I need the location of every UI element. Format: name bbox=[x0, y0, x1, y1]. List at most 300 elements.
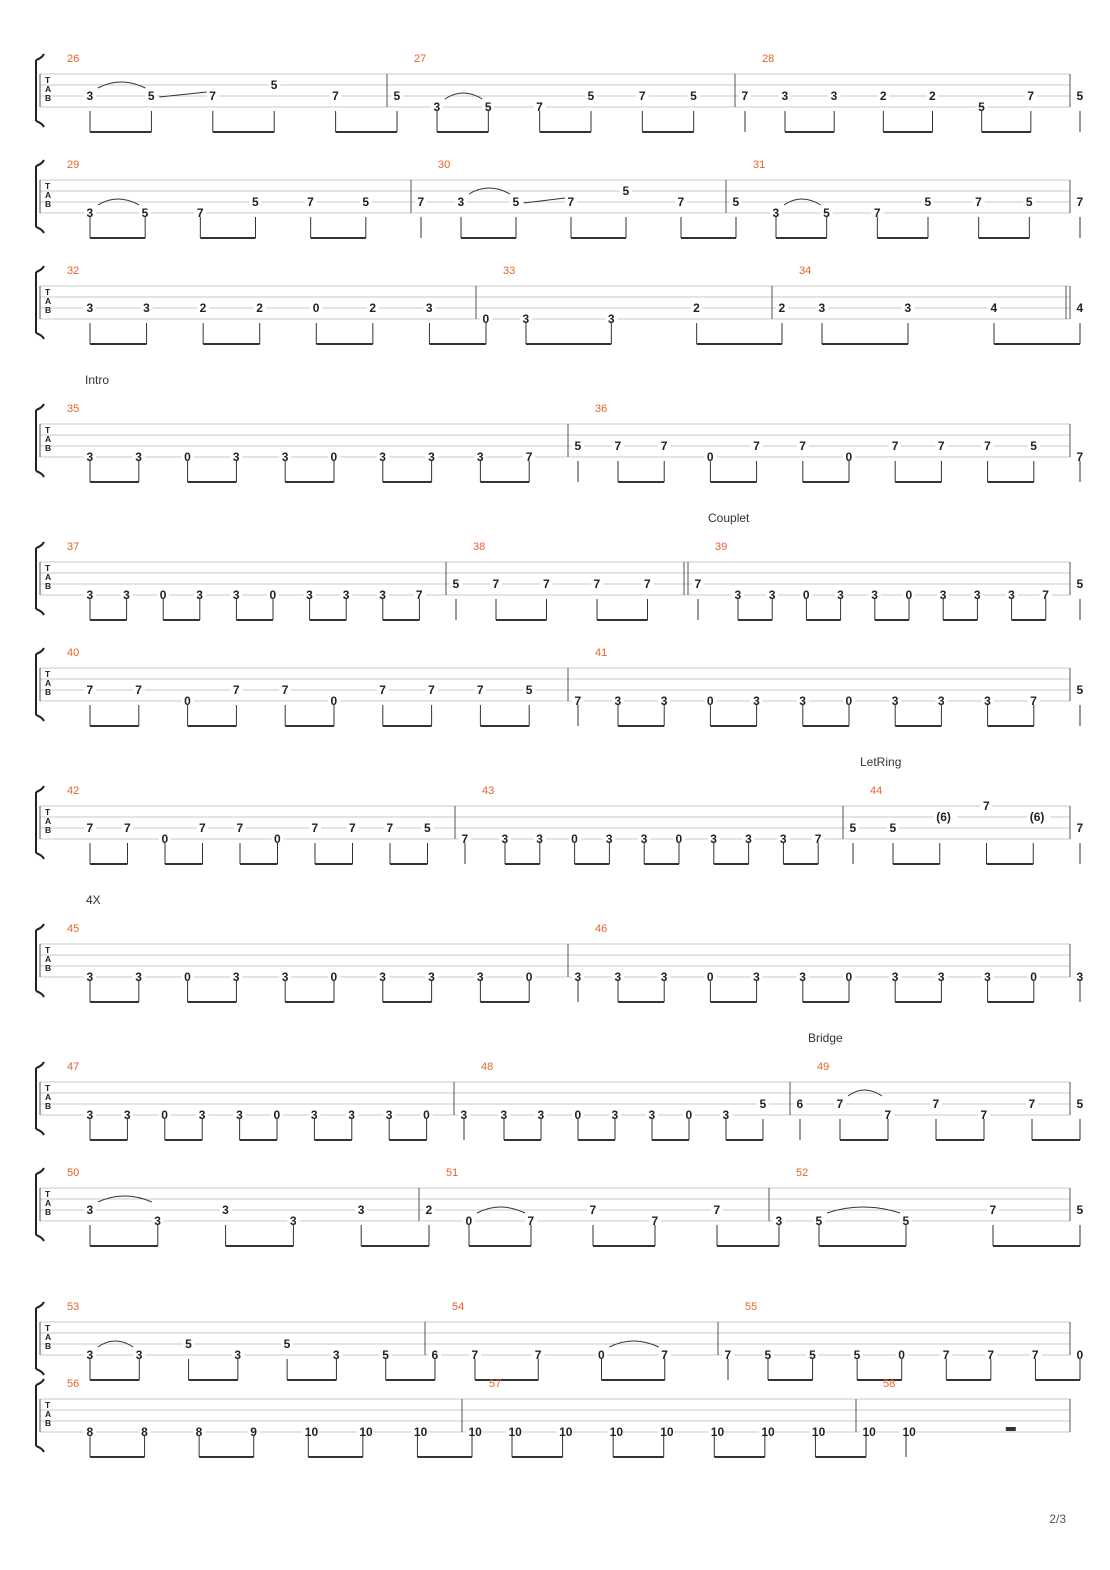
fret-number: 5 bbox=[424, 821, 431, 835]
fret-number: 3 bbox=[86, 206, 94, 220]
fret-number: 3 bbox=[357, 1203, 365, 1217]
measure-number: 50 bbox=[67, 1167, 80, 1179]
tab-clef-letter: B bbox=[45, 1207, 52, 1217]
fret-number: 10 bbox=[413, 1425, 428, 1439]
fret-number: 7 bbox=[942, 1348, 950, 1362]
rest-symbol bbox=[1006, 1427, 1016, 1431]
fret-number: 2 bbox=[256, 301, 263, 315]
fret-number: 0 bbox=[423, 1108, 430, 1122]
fret-number: 2 bbox=[778, 301, 786, 315]
fret-number: 7 bbox=[753, 439, 760, 453]
tab-clef-letter: T bbox=[45, 425, 51, 435]
fret-number: 5 bbox=[574, 439, 582, 453]
fret-number: 3 bbox=[984, 970, 991, 984]
fret-number: 7 bbox=[417, 195, 425, 209]
fret-number: 5 bbox=[1076, 577, 1084, 591]
fret-number: 2 bbox=[879, 89, 887, 103]
page-number: 2/3 bbox=[1049, 1512, 1066, 1526]
measure-number: 53 bbox=[67, 1301, 80, 1313]
measure-number: 48 bbox=[481, 1061, 494, 1073]
fret-number: 3 bbox=[379, 450, 386, 464]
tab-clef-letter: T bbox=[45, 75, 51, 85]
measure-number: 40 bbox=[67, 647, 80, 659]
fret-number: 5 bbox=[147, 89, 155, 103]
fret-number: 3 bbox=[86, 1108, 94, 1122]
fret-number: 2 bbox=[369, 301, 377, 315]
tab-clef-letter: B bbox=[45, 687, 52, 697]
tab-clef-letter: B bbox=[45, 825, 52, 835]
fret-number: 3 bbox=[428, 450, 435, 464]
fret-number: 7 bbox=[281, 683, 289, 697]
fret-number: 7 bbox=[984, 439, 991, 453]
fret-number: 7 bbox=[694, 577, 702, 591]
fret-number: 3 bbox=[939, 588, 947, 602]
fret-number: 10 bbox=[508, 1425, 522, 1439]
measure-number: 51 bbox=[446, 1167, 459, 1179]
fret-number: 3 bbox=[457, 195, 465, 209]
fret-number: 0 bbox=[706, 970, 714, 984]
measure-number: 28 bbox=[762, 53, 775, 65]
fret-number: 7 bbox=[461, 832, 469, 846]
fret-number: 3 bbox=[837, 588, 844, 602]
fret-number: 3 bbox=[379, 588, 386, 602]
measure-number: 54 bbox=[452, 1301, 465, 1313]
fret-number: 3 bbox=[1008, 588, 1015, 602]
fret-number: 4 bbox=[1076, 301, 1084, 315]
fret-number: 7 bbox=[937, 439, 945, 453]
fret-number: 7 bbox=[196, 206, 204, 220]
fret-number: 7 bbox=[349, 821, 356, 835]
measure-number: 45 bbox=[67, 923, 80, 935]
fret-number: 10 bbox=[304, 1425, 319, 1439]
fret-number: 3 bbox=[799, 694, 806, 708]
fret-number: 3 bbox=[232, 588, 240, 602]
fret-number: 5 bbox=[252, 195, 259, 209]
fret-number: 0 bbox=[845, 450, 853, 464]
fret-number: 3 bbox=[310, 1108, 318, 1122]
fret-number: 7 bbox=[651, 1214, 659, 1228]
tab-clef-letter: A bbox=[45, 1092, 52, 1102]
fret-number: 7 bbox=[1030, 694, 1037, 708]
fret-number: 0 bbox=[598, 1348, 605, 1362]
measure-number: 44 bbox=[870, 785, 883, 797]
fret-number: 3 bbox=[348, 1108, 355, 1122]
fret-number: 7 bbox=[741, 89, 749, 103]
fret-number: 3 bbox=[196, 588, 203, 602]
fret-number: 7 bbox=[1076, 195, 1084, 209]
fret-number: 0 bbox=[802, 588, 810, 602]
fret-number: 3 bbox=[614, 694, 622, 708]
fret-number: 5 bbox=[849, 821, 857, 835]
fret-number: 3 bbox=[607, 312, 615, 326]
tab-clef-letter: B bbox=[45, 1341, 52, 1351]
tab-clef-letter: T bbox=[45, 1400, 51, 1410]
fret-number: 0 bbox=[845, 970, 853, 984]
fret-number: 5 bbox=[978, 100, 985, 114]
fret-number: 0 bbox=[159, 588, 167, 602]
fret-number: 5 bbox=[393, 89, 401, 103]
fret-number: 5 bbox=[1076, 683, 1084, 697]
fret-number: 5 bbox=[452, 577, 460, 591]
fret-number: 3 bbox=[891, 694, 899, 708]
tab-clef-letter: A bbox=[45, 816, 52, 826]
fret-number: 0 bbox=[525, 970, 533, 984]
fret-number: 5 bbox=[764, 1348, 772, 1362]
fret-number: 0 bbox=[482, 312, 490, 326]
fret-number: 5 bbox=[587, 89, 595, 103]
fret-number: 3 bbox=[937, 694, 945, 708]
fret-number: 0 bbox=[184, 450, 191, 464]
fret-number: 7 bbox=[661, 1348, 668, 1362]
fret-number: 3 bbox=[536, 832, 543, 846]
fret-number: 7 bbox=[536, 100, 543, 114]
fret-number: 3 bbox=[1076, 970, 1084, 984]
tab-clef-letter: B bbox=[45, 305, 52, 315]
fret-number: 3 bbox=[781, 89, 789, 103]
fret-number: 0 bbox=[161, 1108, 168, 1122]
fret-number: 5 bbox=[809, 1348, 816, 1362]
fret-number: 3 bbox=[135, 450, 142, 464]
fret-number: 3 bbox=[332, 1348, 340, 1362]
fret-number: 3 bbox=[476, 450, 484, 464]
fret-number: 7 bbox=[232, 683, 240, 697]
fret-number: 3 bbox=[904, 301, 912, 315]
fret-number: 5 bbox=[484, 100, 492, 114]
fret-number: 3 bbox=[123, 1108, 131, 1122]
fret-number: 3 bbox=[640, 832, 648, 846]
fret-number: 3 bbox=[768, 588, 776, 602]
fret-number: 5 bbox=[270, 78, 278, 92]
tab-clef-letter: T bbox=[45, 563, 51, 573]
fret-number: 3 bbox=[648, 1108, 656, 1122]
fret-number: 0 bbox=[184, 970, 191, 984]
fret-number: 7 bbox=[884, 1108, 892, 1122]
section-label: Intro bbox=[85, 373, 110, 387]
fret-number: 3 bbox=[143, 301, 150, 315]
fret-number: 3 bbox=[232, 970, 240, 984]
fret-number: 3 bbox=[818, 301, 826, 315]
fret-number: 3 bbox=[605, 832, 613, 846]
fret-number: 3 bbox=[745, 832, 752, 846]
fret-number: 7 bbox=[975, 195, 982, 209]
fret-number: 7 bbox=[415, 588, 423, 602]
fret-number: 6 bbox=[796, 1097, 804, 1111]
tab-clef-letter: A bbox=[45, 434, 52, 444]
fret-number: 7 bbox=[236, 821, 244, 835]
fret-number: 7 bbox=[1076, 450, 1084, 464]
fret-number: 5 bbox=[690, 89, 697, 103]
measure-number: 30 bbox=[438, 159, 451, 171]
fret-number: 0 bbox=[184, 694, 191, 708]
tab-clef-letter: T bbox=[45, 181, 51, 191]
fret-number: 3 bbox=[710, 832, 717, 846]
fret-number: 5 bbox=[1025, 195, 1033, 209]
fret-number: 5 bbox=[853, 1348, 861, 1362]
fret-number: 0 bbox=[685, 1108, 693, 1122]
fret-number: 2 bbox=[693, 301, 700, 315]
fret-number: 5 bbox=[759, 1097, 767, 1111]
fret-number: 7 bbox=[471, 1348, 479, 1362]
fret-number: 3 bbox=[289, 1214, 297, 1228]
tab-clef-letter: A bbox=[45, 84, 52, 94]
fret-number: 7 bbox=[589, 1203, 597, 1217]
fret-number: 7 bbox=[124, 821, 131, 835]
fret-number: 7 bbox=[644, 577, 651, 591]
fret-number: 5 bbox=[1076, 1203, 1084, 1217]
fret-number: 3 bbox=[379, 970, 386, 984]
fret-number: 3 bbox=[154, 1214, 161, 1228]
fret-number: 3 bbox=[537, 1108, 545, 1122]
measure-number: 47 bbox=[67, 1061, 80, 1073]
fret-number: 5 bbox=[889, 821, 897, 835]
fret-number: 2 bbox=[199, 301, 207, 315]
measure-number: 56 bbox=[67, 1378, 80, 1390]
section-label: LetRing bbox=[860, 755, 902, 769]
fret-number: 3 bbox=[614, 970, 622, 984]
fret-number: 0 bbox=[898, 1348, 905, 1362]
fret-number: 10 bbox=[609, 1425, 624, 1439]
fret-number: 7 bbox=[379, 683, 386, 697]
fret-number: 8 bbox=[141, 1425, 148, 1439]
fret-number: 0 bbox=[161, 832, 169, 846]
fret-number: (6) bbox=[1029, 810, 1045, 824]
fret-number: 0 bbox=[273, 1108, 281, 1122]
fret-number: 3 bbox=[660, 970, 668, 984]
fret-number: 3 bbox=[281, 970, 289, 984]
measure-number: 41 bbox=[595, 647, 608, 659]
fret-number: 3 bbox=[891, 970, 899, 984]
fret-number: 3 bbox=[86, 450, 94, 464]
measure-number: 43 bbox=[482, 785, 495, 797]
fret-number: 9 bbox=[250, 1425, 257, 1439]
section-label: Couplet bbox=[708, 511, 750, 525]
fret-number: 7 bbox=[1028, 1097, 1036, 1111]
fret-number: 3 bbox=[86, 89, 94, 103]
fret-number: 3 bbox=[433, 100, 441, 114]
fret-number: 5 bbox=[622, 184, 630, 198]
fret-number: 7 bbox=[476, 683, 484, 697]
fret-number: 3 bbox=[385, 1108, 393, 1122]
tab-clef-letter: B bbox=[45, 1101, 52, 1111]
fret-number: 7 bbox=[713, 1203, 721, 1217]
fret-number: 3 bbox=[86, 970, 94, 984]
fret-number: 5 bbox=[732, 195, 740, 209]
fret-number: 5 bbox=[525, 683, 533, 697]
fret-number: 7 bbox=[86, 683, 94, 697]
fret-number: 7 bbox=[428, 683, 435, 697]
fret-number: 3 bbox=[476, 970, 484, 984]
tab-clef-letter: A bbox=[45, 1332, 52, 1342]
tab-clef-letter: B bbox=[45, 963, 52, 973]
fret-number: 3 bbox=[522, 312, 530, 326]
measure-number: 42 bbox=[67, 785, 80, 797]
tab-clef-letter: T bbox=[45, 669, 51, 679]
fret-number: 0 bbox=[706, 450, 714, 464]
tab-clef-letter: T bbox=[45, 1323, 51, 1333]
tab-clef-letter: B bbox=[45, 581, 52, 591]
fret-number: 3 bbox=[779, 832, 787, 846]
fret-number: 7 bbox=[660, 439, 668, 453]
fret-number: 10 bbox=[761, 1425, 775, 1439]
measure-number: 29 bbox=[67, 159, 80, 171]
tab-clef-letter: T bbox=[45, 1189, 51, 1199]
fret-number: 0 bbox=[706, 694, 714, 708]
fret-number: 3 bbox=[799, 970, 806, 984]
tab-clef-letter: A bbox=[45, 190, 52, 200]
tab-clef-letter: A bbox=[45, 1198, 52, 1208]
fret-number: 7 bbox=[989, 1203, 997, 1217]
tab-clef-letter: A bbox=[45, 296, 52, 306]
tab-clef-letter: B bbox=[45, 1418, 52, 1428]
fret-number: 2 bbox=[929, 89, 936, 103]
fret-number: 7 bbox=[527, 1214, 535, 1228]
fret-number: 3 bbox=[234, 1348, 242, 1362]
measure-number: 32 bbox=[67, 265, 80, 277]
measure-number: 35 bbox=[67, 403, 80, 415]
measure-number: 39 bbox=[715, 541, 728, 553]
section-label: 4X bbox=[86, 893, 101, 907]
fret-number: 0 bbox=[465, 1214, 473, 1228]
fret-number: 4 bbox=[990, 301, 998, 315]
fret-number: 3 bbox=[574, 970, 582, 984]
fret-number: 5 bbox=[362, 195, 370, 209]
fret-number: 3 bbox=[236, 1108, 243, 1122]
fret-number: (6) bbox=[936, 810, 951, 824]
fret-number: 0 bbox=[330, 450, 338, 464]
fret-number: 5 bbox=[823, 206, 830, 220]
tab-clef-letter: A bbox=[45, 1409, 52, 1419]
fret-number: 7 bbox=[311, 821, 319, 835]
fret-number: 10 bbox=[559, 1425, 573, 1439]
fret-number: 7 bbox=[209, 89, 216, 103]
fret-number: 3 bbox=[428, 970, 435, 984]
fret-number: 3 bbox=[973, 588, 981, 602]
fret-number: 7 bbox=[891, 439, 899, 453]
fret-number: 5 bbox=[512, 195, 520, 209]
tab-clef-letter: A bbox=[45, 954, 52, 964]
fret-number: 3 bbox=[281, 450, 289, 464]
fret-number: 7 bbox=[593, 577, 601, 591]
fret-number: 7 bbox=[543, 577, 550, 591]
fret-number: 0 bbox=[330, 970, 338, 984]
fret-number: 7 bbox=[873, 206, 881, 220]
fret-number: 7 bbox=[1042, 588, 1049, 602]
fret-number: 10 bbox=[862, 1425, 876, 1439]
fret-number: 7 bbox=[799, 439, 806, 453]
fret-number: 7 bbox=[1027, 89, 1035, 103]
measure-number: 36 bbox=[595, 403, 608, 415]
tab-clef-letter: T bbox=[45, 945, 51, 955]
tab-clef-letter: A bbox=[45, 678, 52, 688]
measure-number: 52 bbox=[796, 1167, 809, 1179]
tab-clef-letter: B bbox=[45, 93, 52, 103]
tab-clef-letter: T bbox=[45, 1083, 51, 1093]
fret-number: 3 bbox=[342, 588, 350, 602]
fret-number: 7 bbox=[1031, 1348, 1039, 1362]
measure-number: 27 bbox=[414, 53, 427, 65]
fret-number: 0 bbox=[1076, 1348, 1084, 1362]
fret-number: 10 bbox=[468, 1425, 482, 1439]
fret-number: 3 bbox=[86, 301, 94, 315]
fret-number: 10 bbox=[660, 1425, 674, 1439]
fret-number: 8 bbox=[195, 1425, 203, 1439]
fret-number: 8 bbox=[86, 1425, 94, 1439]
fret-number: 3 bbox=[135, 1348, 143, 1362]
fret-number: 7 bbox=[492, 577, 500, 591]
fret-number: 7 bbox=[525, 450, 533, 464]
fret-number: 10 bbox=[710, 1425, 725, 1439]
fret-number: 2 bbox=[425, 1203, 433, 1217]
fret-number: 3 bbox=[86, 1348, 94, 1362]
tab-clef-letter: A bbox=[45, 572, 52, 582]
fret-number: 3 bbox=[123, 588, 130, 602]
fret-number: 7 bbox=[1076, 821, 1084, 835]
measure-number: 34 bbox=[799, 265, 812, 277]
measure-number: 57 bbox=[489, 1378, 502, 1390]
fret-number: 7 bbox=[534, 1348, 542, 1362]
fret-number: 3 bbox=[772, 206, 780, 220]
fret-number: 3 bbox=[775, 1214, 783, 1228]
fret-number: 7 bbox=[836, 1097, 844, 1111]
fret-number: 3 bbox=[830, 89, 838, 103]
tab-clef-letter: T bbox=[45, 287, 51, 297]
fret-number: 7 bbox=[980, 1108, 988, 1122]
fret-number: 5 bbox=[185, 1337, 192, 1351]
fret-number: 0 bbox=[574, 1108, 582, 1122]
measure-number: 38 bbox=[473, 541, 486, 553]
fret-number: 7 bbox=[567, 195, 575, 209]
tab-clef-letter: B bbox=[45, 443, 52, 453]
fret-number: 3 bbox=[425, 301, 433, 315]
fret-number: 3 bbox=[306, 588, 313, 602]
measure-number: 55 bbox=[745, 1301, 758, 1313]
measure-number: 33 bbox=[503, 265, 516, 277]
fret-number: 6 bbox=[431, 1348, 439, 1362]
fret-number: 3 bbox=[722, 1108, 730, 1122]
fret-number: 7 bbox=[199, 821, 206, 835]
measure-number: 58 bbox=[883, 1378, 896, 1390]
fret-number: 3 bbox=[198, 1108, 206, 1122]
fret-number: 3 bbox=[232, 450, 240, 464]
tab-clef-letter: T bbox=[45, 807, 51, 817]
fret-number: 3 bbox=[937, 970, 945, 984]
fret-number: 3 bbox=[500, 1108, 508, 1122]
fret-number: 3 bbox=[222, 1203, 229, 1217]
fret-number: 3 bbox=[871, 588, 878, 602]
fret-number: 0 bbox=[330, 694, 338, 708]
fret-number: 5 bbox=[283, 1337, 291, 1351]
fret-number: 7 bbox=[987, 1348, 995, 1362]
fret-number: 7 bbox=[332, 89, 339, 103]
fret-number: 5 bbox=[382, 1348, 389, 1362]
fret-number: 7 bbox=[983, 799, 990, 813]
fret-number: 3 bbox=[753, 970, 760, 984]
fret-number: 3 bbox=[86, 1203, 94, 1217]
fret-number: 7 bbox=[677, 195, 685, 209]
tab-clef-letter: B bbox=[45, 199, 52, 209]
fret-number: 0 bbox=[1030, 970, 1037, 984]
fret-number: 3 bbox=[984, 694, 991, 708]
fret-number: 7 bbox=[574, 694, 582, 708]
fret-number: 3 bbox=[501, 832, 509, 846]
measure-number: 26 bbox=[67, 53, 80, 65]
fret-number: 7 bbox=[932, 1097, 940, 1111]
measure-number: 49 bbox=[817, 1061, 830, 1073]
fret-number: 10 bbox=[359, 1425, 373, 1439]
fret-number: 5 bbox=[924, 195, 932, 209]
fret-number: 3 bbox=[734, 588, 742, 602]
fret-number: 5 bbox=[141, 206, 149, 220]
